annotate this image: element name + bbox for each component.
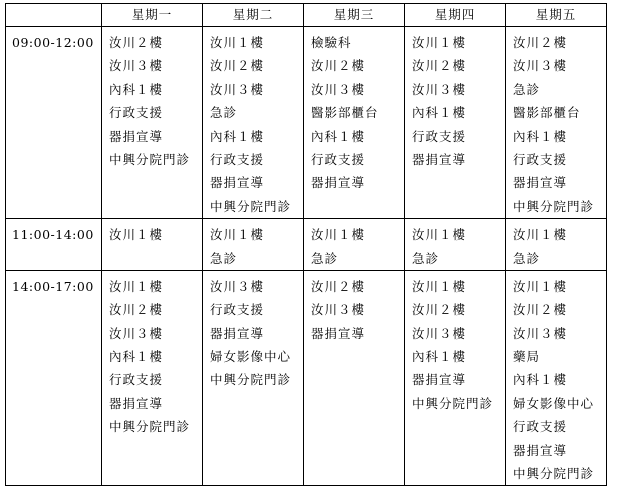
schedule-cell-friday [506, 219, 607, 271]
location-entry: 急診 [210, 250, 238, 266]
location-entry: 汝川２樓 [109, 35, 164, 50]
location-entry: 汝川２樓 [412, 58, 467, 74]
day-header-tuesday: 星期二 [203, 4, 304, 27]
location-entry: 內科１樓 [412, 105, 467, 121]
location-entry: 藥局 [513, 349, 541, 365]
location-entry: 器捐宣導 [412, 151, 467, 167]
location-entry: 急診 [513, 81, 541, 97]
day-header-wednesday: 星期三 [304, 4, 405, 27]
location-entry: 汝川１樓 [210, 35, 265, 50]
location-entry: 器捐宣導 [412, 372, 467, 388]
time-slot-label: 09:00-12:00 [6, 27, 102, 219]
schedule-cell-tuesday [203, 270, 304, 486]
location-entry: 汝川２樓 [210, 58, 265, 74]
schedule-cell-wednesday [304, 219, 405, 271]
location-entry: 器捐宣導 [311, 175, 366, 191]
location-entry: 行政支援 [210, 151, 265, 167]
day-header-monday: 星期一 [102, 4, 203, 27]
location-entry: 汝川２樓 [109, 302, 164, 318]
location-entry: 中興分院門診 [210, 198, 292, 214]
location-entry: 汝川１樓 [412, 278, 467, 294]
location-entry: 器捐宣導 [109, 128, 164, 144]
location-entry: 汝川３樓 [210, 81, 265, 97]
location-entry: 急診 [412, 250, 440, 266]
location-entry: 汝川３樓 [513, 325, 568, 341]
location-entry: 行政支援 [210, 302, 265, 318]
location-entry: 汝川２樓 [412, 302, 467, 318]
location-entry: 內科１樓 [109, 349, 164, 365]
location-entry: 急診 [513, 250, 541, 266]
location-entry: 汝川２樓 [513, 302, 568, 318]
location-entry: 醫影部櫃台 [311, 105, 379, 121]
location-entry: 器捐宣導 [109, 395, 164, 411]
location-entry: 汝川２樓 [513, 35, 568, 50]
schedule-cell-monday [102, 27, 203, 219]
time-slot-label: 11:00-14:00 [6, 219, 102, 271]
location-entry: 內科１樓 [210, 128, 265, 144]
time-slot-label: 14:00-17:00 [6, 270, 102, 486]
location-entry: 急診 [311, 250, 339, 266]
day-header-thursday: 星期四 [405, 4, 506, 27]
location-entry: 中興分院門診 [513, 466, 595, 482]
location-entry: 汝川３樓 [513, 58, 568, 74]
location-entry: 中興分院門診 [412, 395, 494, 411]
schedule-cell-thursday [405, 270, 506, 486]
schedule-cell-friday [506, 270, 607, 486]
location-entry: 汝川３樓 [109, 58, 164, 74]
location-entry: 汝川１樓 [513, 227, 568, 243]
location-entry: 婦女影像中心 [513, 395, 595, 411]
day-header-friday: 星期五 [506, 4, 607, 27]
location-entry: 汝川３樓 [412, 325, 467, 341]
header-row [6, 4, 607, 27]
corner-cell [6, 4, 102, 27]
location-entry: 汝川２樓 [311, 278, 366, 294]
location-entry: 器捐宣導 [210, 325, 265, 341]
location-entry: 行政支援 [109, 372, 164, 388]
time-slot-row [6, 27, 607, 219]
time-slot-row [6, 270, 607, 486]
location-entry: 汝川３樓 [311, 302, 366, 318]
schedule-cell-tuesday [203, 27, 304, 219]
location-entry: 汝川１樓 [210, 227, 265, 243]
schedule-cell-monday [102, 219, 203, 271]
location-entry: 汝川３樓 [311, 81, 366, 97]
location-entry: 汝川１樓 [109, 227, 164, 243]
location-entry: 急診 [210, 105, 238, 121]
schedule-cell-monday [102, 270, 203, 486]
schedule-cell-friday [506, 27, 607, 219]
location-entry: 內科１樓 [513, 372, 568, 388]
location-entry: 汝川１樓 [412, 227, 467, 243]
schedule-cell-thursday [405, 27, 506, 219]
location-entry: 汝川３樓 [412, 81, 467, 97]
location-entry: 檢驗科 [311, 35, 352, 50]
location-entry: 內科１樓 [412, 349, 467, 365]
location-entry: 中興分院門診 [513, 198, 595, 214]
location-entry: 行政支援 [513, 151, 568, 167]
location-entry: 行政支援 [109, 105, 164, 121]
schedule-cell-wednesday [304, 270, 405, 486]
location-entry: 中興分院門診 [109, 151, 191, 167]
location-entry: 汝川１樓 [311, 227, 366, 243]
schedule-cell-tuesday [203, 219, 304, 271]
location-entry: 汝川２樓 [311, 58, 366, 74]
location-entry: 汝川１樓 [412, 35, 467, 50]
schedule-cell-wednesday [304, 27, 405, 219]
location-entry: 行政支援 [513, 419, 568, 435]
location-entry: 行政支援 [412, 128, 467, 144]
schedule-cell-thursday [405, 219, 506, 271]
schedule-table [5, 3, 607, 486]
location-entry: 行政支援 [311, 151, 366, 167]
location-entry: 汝川１樓 [109, 278, 164, 294]
location-entry: 汝川３樓 [109, 325, 164, 341]
location-entry: 內科１樓 [311, 128, 366, 144]
location-entry: 內科１樓 [513, 128, 568, 144]
location-entry: 器捐宣導 [210, 175, 265, 191]
location-entry: 器捐宣導 [513, 175, 568, 191]
location-entry: 醫影部櫃台 [513, 105, 581, 121]
location-entry: 中興分院門診 [210, 372, 292, 388]
time-slot-row [6, 219, 607, 271]
location-entry: 汝川３樓 [210, 278, 265, 294]
location-entry: 器捐宣導 [311, 325, 366, 341]
location-entry: 婦女影像中心 [210, 349, 292, 365]
location-entry: 中興分院門診 [109, 419, 191, 435]
location-entry: 器捐宣導 [513, 442, 568, 458]
location-entry: 汝川１樓 [513, 278, 568, 294]
location-entry: 內科１樓 [109, 81, 164, 97]
